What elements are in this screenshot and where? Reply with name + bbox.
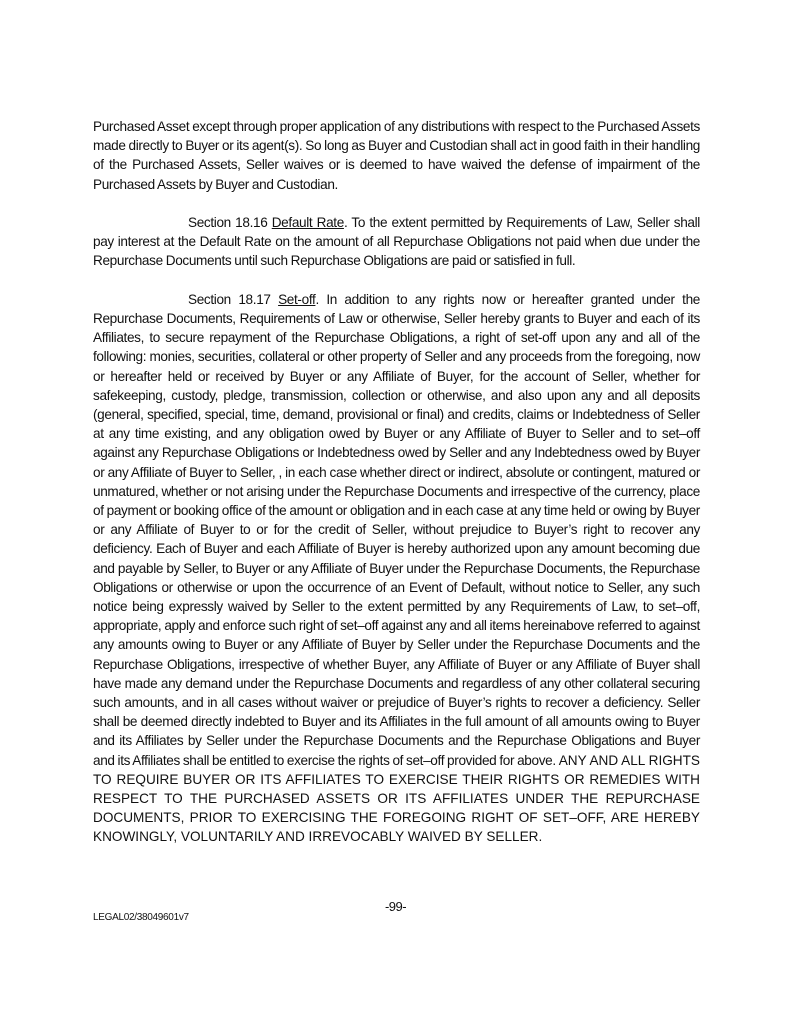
page-number: -99- [384, 899, 407, 914]
section-number: Section 18.17 [188, 291, 271, 307]
section-heading: Default Rate [271, 215, 344, 230]
section-heading: Set-off [278, 291, 316, 307]
waiver-caps-text: ANY AND ALL RIGHTS TO REQUIRE BUYER OR ITS AFFILIATES TO EXERCISE THEIR RIGHTS OR REMEDIES WITH RESPECT TO THE PURCHASED ASSETS OR ITS AFFILIATES UNDER THE REPURCHASE DOCUMENTS, PRIOR TO EXERCISING THE FOREGOING RIGHT OF SET–OFF, ARE HEREBY KNOWINGLY, VOLUNTARILY AND IRREVOCABLY WAIVED BY SELLER. [93, 752, 700, 845]
document-page [93, 117, 700, 866]
section-18-17 [93, 290, 700, 847]
section-18-16 [93, 213, 700, 271]
section-number: Section 18.16 [188, 215, 268, 230]
document-footer-id: LEGAL02/38049601v7 [93, 912, 189, 923]
section-body: In addition to any rights now or hereafter granted under the Repurchase Documents, Requirements of Law or otherwise, Seller hereby grants to Buyer and each of its Affiliates, to secure repayment of the Repurchase Obligations, a right of set-off upon any and all of the following: monies, securities, collateral or other property of Seller and any proceeds from the foregoing, now or hereafter held or received by Buyer or any Affiliate of Buyer, for the account of Seller, whether for safekeeping, custody, pledge, transmission, collection or otherwise, and also upon any and all deposits (general, specified, special, time, demand, provisional or final) and credits, claims or Indebtedness of Seller at any time existing, and any obligation owed by Buyer or any Affiliate of Buyer to Seller and to set–off against any Repurchase Obligations or Indebtedness owed by Seller and any Indebtedness owed by Buyer or any Affiliate of Buyer to Seller, , in each case whether direct or indirect, absolute or contingent, matured or unmatured, whether or not arising under the Repurchase Documents and irrespective of the currency, place of payment or booking office of the amount or obligation and in each case at any time held or owing by Buyer or any Affiliate of Buyer to or for the credit of Seller, without prejudice to Buyer’s right to recover any deficiency. Each of Buyer and each Affiliate of Buyer is hereby authorized upon any amount becoming due and payable by Seller, to Buyer or any Affiliate of Buyer under the Repurchase Documents, the Repurchase Obligations or otherwise or upon the occurrence of an Event of Default, without notice to Seller, any such notice being expressly waived by Seller to the extent permitted by any Requirements of Law, to set–off, appropriate, apply and enforce such right of set–off against any and all items hereinabove referred to against any amounts owing to Buyer or any Affiliate of Buyer by Seller under the Repurchase Documents and the Repurchase Obligations, irrespective of whether Buyer, any Affiliate of Buyer or any Affiliate of Buyer shall have made any demand under the Repurchase Documents and regardless of any other collateral securing such amounts, and in all cases without waiver or prejudice of Buyer’s rights to recover a deficiency. Seller shall be deemed directly indebted to Buyer and its Affiliates in the full amount of all amounts owing to Buyer and its Affiliates by Seller under the Repurchase Documents and the Repurchase Obligations and Buyer and its Affiliates shall be entitled to exercise the rights of set–off provided for above. [93, 291, 700, 768]
heading-period: . [343, 215, 348, 230]
heading-period: . [315, 291, 319, 307]
paragraph-continuation: Purchased Asset except through proper application of any distributions with respect to the Purchased Assets made directly to Buyer or its agent(s). So long as Buyer and Custodian shall act in good faith in their handling of the Purchased Assets, Seller waives or is deemed to have waived the defense of impairment of the Purchased Assets by Buyer and Custodian. [93, 119, 700, 192]
section-body: To the extent permitted by Requirements of Law, Seller shall pay interest at the Default Rate on the amount of all Repurchase Obligations not paid when due under the Repurchase Documents until such Repurchase Obligations are paid or satisfied in full. [93, 215, 700, 269]
